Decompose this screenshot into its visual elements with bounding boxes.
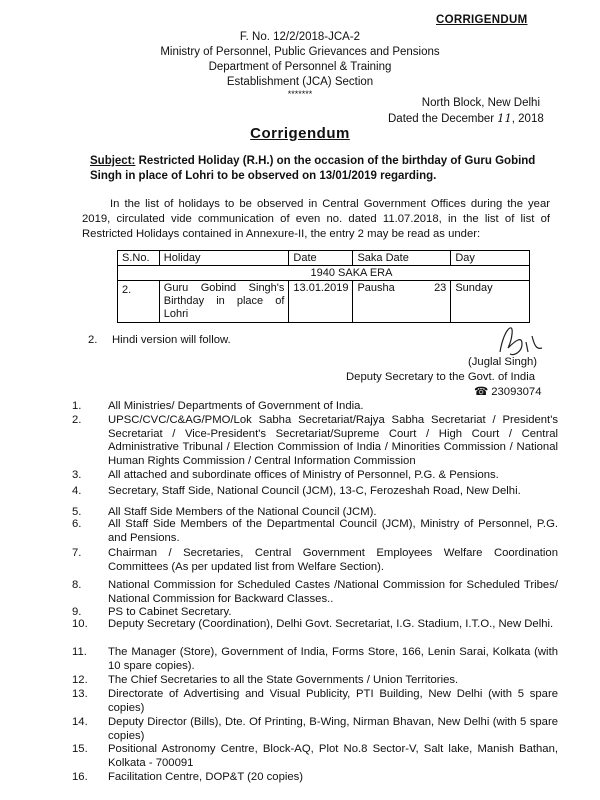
saka-era: 1940 SAKA ERA bbox=[118, 266, 530, 281]
hindi-number: 2. bbox=[88, 334, 98, 346]
list-item: 13. Directorate of Advertising and Visual Publicity, PTI Building, New Delhi (with 5 spare copies) bbox=[72, 688, 558, 714]
list-item: 6. All Staff Side Members of the Departmental Council (JCM), Ministry of Personnel, P.G. and Pensions. bbox=[72, 518, 558, 544]
list-item: 14. Deputy Director (Bills), Dte. Of Printing, B-Wing, Nirman Bhavan, New Delhi (with 5 spare copies) bbox=[72, 716, 558, 742]
row-holiday: Guru Gobind Singh's Birthday in place of Lohri bbox=[159, 281, 289, 323]
header-stars: ******* bbox=[287, 89, 313, 99]
page-title: Corrigendum bbox=[250, 125, 350, 142]
body-paragraph bbox=[82, 197, 550, 242]
row-day: Sunday bbox=[451, 281, 530, 323]
paragraph-text: In the list of holidays to be observed in Central Government Offices during the year 2019, circulated vide communication of even no. dated 11.07.2018, in the list of list of Restricted Holidays contained in Annexure-II, the entry 2 may be read as under: bbox=[82, 198, 550, 240]
dated-year: , 2018 bbox=[511, 113, 544, 125]
list-item: 5. All Staff Side Members of the National Council (JCM). bbox=[72, 506, 377, 518]
list-item: 4. Secretary, Staff Side, National Council (JCM), 13-C, Ferozeshah Road, New Delhi. bbox=[72, 485, 521, 497]
ministry-name: Ministry of Personnel, Public Grievances and Pensions bbox=[160, 46, 440, 58]
signatory-phone bbox=[474, 385, 541, 398]
col-date: Date bbox=[289, 251, 353, 266]
row-sno: 2. bbox=[118, 281, 160, 323]
table-header-row bbox=[118, 251, 530, 266]
subject-text: Restricted Holiday (R.H.) on the occasion of the birthday of Guru Gobind Singh in place of Lohri to be observed on 13/01/2019 regarding. bbox=[90, 155, 536, 182]
dated-day: 11 bbox=[497, 111, 512, 125]
list-item: 11. The Manager (Store), Government of India, Forms Store, 166, Lenin Sarai, Kolkata (with 10 spare copies). bbox=[72, 646, 558, 672]
list-item: 1. All Ministries/ Departments of Government of India. bbox=[72, 400, 364, 412]
hindi-note: Hindi version will follow. bbox=[112, 334, 231, 346]
subject-label: Subject: bbox=[90, 155, 136, 167]
place: North Block, New Delhi bbox=[421, 97, 540, 109]
col-sno: S.No. bbox=[118, 251, 160, 266]
department-name: Department of Personnel & Training bbox=[208, 61, 392, 73]
col-day: Day bbox=[451, 251, 530, 266]
saka-month: Pausha bbox=[357, 282, 395, 294]
list-item: 12. The Chief Secretaries to all the State Governments / Union Territories. bbox=[72, 674, 459, 686]
list-item: 10. Deputy Secretary (Coordination), Delhi Govt. Secretariat, I.G. Stadium, I.T.O., New Delhi. bbox=[72, 618, 554, 630]
section-name: Establishment (JCA) Section bbox=[226, 76, 374, 88]
subject bbox=[90, 154, 550, 184]
row-date: 13.01.2019 bbox=[289, 281, 353, 323]
dated-label: Dated the December bbox=[388, 113, 495, 125]
list-item: 15. Positional Astronomy Centre, Block-AQ, Plot No.8 Sector-V, Salt lake, Manish Bathan, Kolkata - 700091 bbox=[72, 743, 558, 769]
corrigendum-stamp: CORRIGENDUM bbox=[436, 14, 528, 26]
holiday-table bbox=[117, 250, 530, 323]
list-item: 8. National Commission for Scheduled Castes /National Commission for Scheduled Tribes/ National Commission for Backward Classes.. bbox=[72, 579, 558, 605]
table-row bbox=[118, 281, 530, 323]
signatory-name: (Juglal Singh) bbox=[468, 356, 538, 368]
col-holiday: Holiday bbox=[159, 251, 289, 266]
phone-number: 23093074 bbox=[491, 386, 542, 398]
signatory-designation: Deputy Secretary to the Govt. of India bbox=[346, 371, 536, 383]
file-number: F. No. 12/2/2018-JCA-2 bbox=[239, 31, 361, 43]
list-item: 3. All attached and subordinate offices of Ministry of Personnel, P.G. & Pensions. bbox=[72, 469, 499, 481]
list-item: 16. Facilitation Centre, DOP&T (20 copies) bbox=[72, 771, 304, 783]
col-saka-date: Saka Date bbox=[353, 251, 451, 266]
list-item: 2. UPSC/CVC/C&AG/PMO/Lok Sabha Secretariat/Rajya Sabha Secretariat / President's Secretariat / Vice-President's Secretariat/Supreme Court / High Court / Central Administrative Tribunal / Election Commission of India / Minorities Commission / National Human Rights Commission / Central Information Commission bbox=[72, 414, 558, 467]
saka-day: 23 bbox=[434, 282, 447, 294]
era-row bbox=[118, 266, 530, 281]
row-saka-date bbox=[353, 281, 451, 323]
phone-icon: ☎ bbox=[474, 386, 489, 398]
list-item: 9. PS to Cabinet Secretary. bbox=[72, 606, 232, 618]
list-item: 7. Chairman / Secretaries, Central Government Employees Welfare Coordination Committees (As per updated list from Welfare Section). bbox=[72, 547, 558, 573]
